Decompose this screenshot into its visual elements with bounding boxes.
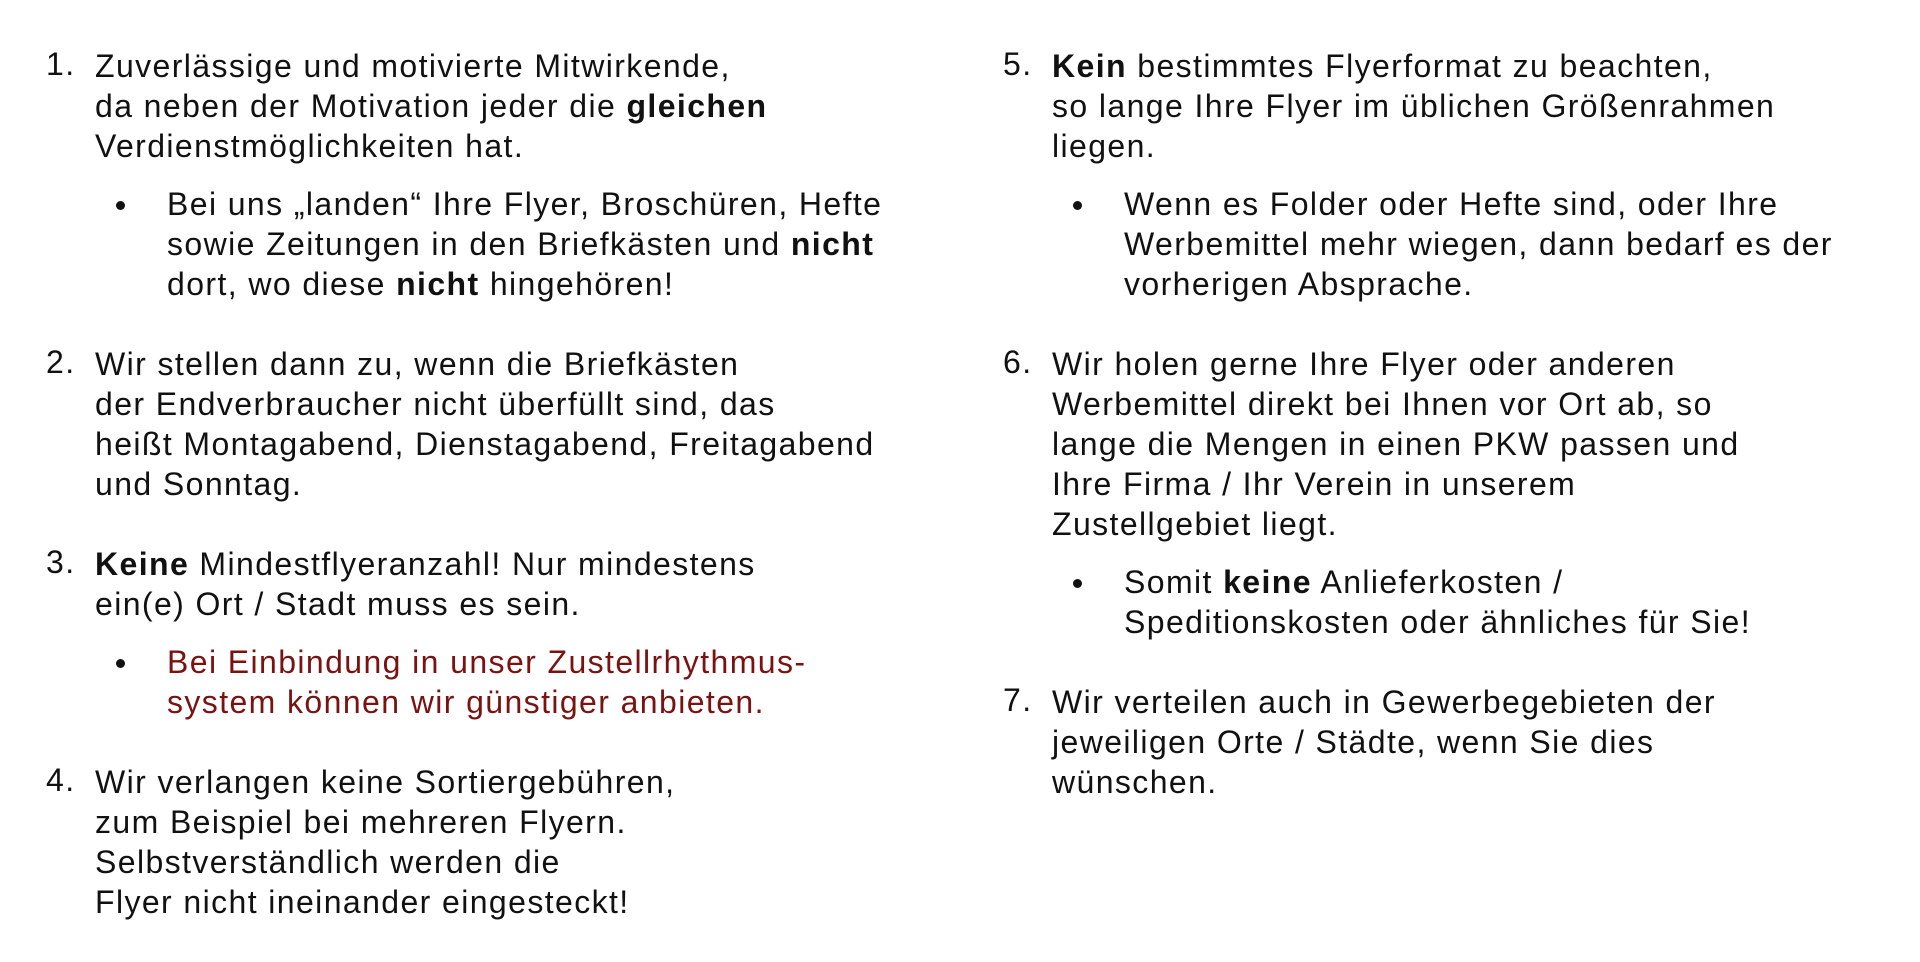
text-line: [1052, 762, 1903, 802]
text-line: [1052, 86, 1903, 126]
text-line: [95, 344, 946, 384]
text-line: [95, 882, 946, 922]
list-item-7: [1003, 682, 1903, 802]
text-line: [95, 762, 946, 802]
item-number: 7.: [1003, 682, 1033, 718]
text-segment: wünschen.: [1052, 764, 1218, 800]
text-line: [167, 682, 946, 722]
text-segment: Somit: [1124, 564, 1224, 600]
bullet-dot-icon: [1073, 201, 1082, 210]
text-segment: Wenn es Folder oder Hefte sind, oder Ihre: [1124, 186, 1779, 222]
emphasis-text: Keine: [95, 546, 190, 582]
text-line: [1124, 184, 1903, 224]
list-item-2: [46, 344, 946, 504]
item-number: 2.: [46, 344, 76, 380]
text-segment: system können wir günstiger anbieten.: [167, 684, 765, 720]
emphasis-text: nicht: [396, 266, 480, 302]
text-line: [95, 384, 946, 424]
text-line: [95, 86, 946, 126]
text-line: [95, 424, 946, 464]
text-segment: Zuverlässige und motivierte Mitwirkende,: [95, 48, 731, 84]
item-number: 3.: [46, 544, 76, 580]
text-segment: Wir stellen dann zu, wenn die Briefkästen: [95, 346, 740, 382]
sub-bullet: [1052, 184, 1903, 304]
sub-bullet: [1052, 562, 1903, 642]
text-line: [167, 264, 946, 304]
text-segment: Wir verteilen auch in Gewerbegebieten der: [1052, 684, 1716, 720]
sub-bullet: [95, 642, 946, 722]
list-item-5: [1003, 46, 1903, 304]
text-line: [1052, 682, 1903, 722]
text-line: [1052, 126, 1903, 166]
text-segment: Werbemittel mehr wiegen, dann bedarf es der: [1124, 226, 1833, 262]
text-segment: Zustellgebiet liegt.: [1052, 506, 1338, 542]
text-line: [95, 464, 946, 504]
bullet-dot-icon: [116, 659, 125, 668]
text-segment: Anlieferkosten /: [1311, 564, 1564, 600]
text-segment: Bei uns „landen“ Ihre Flyer, Broschüren, Hefte: [167, 186, 883, 222]
item-text: [1052, 46, 1903, 166]
item-number: 6.: [1003, 344, 1033, 380]
text-segment: Flyer nicht ineinander eingesteckt!: [95, 884, 630, 920]
bullet-dot-icon: [116, 201, 125, 210]
text-segment: Speditionskosten oder ähnliches für Sie!: [1124, 604, 1752, 640]
text-line: [1052, 384, 1903, 424]
text-line: [1052, 424, 1903, 464]
text-line: [1052, 46, 1903, 86]
text-segment: dort, wo diese: [167, 266, 397, 302]
text-segment: Bei Einbindung in unser Zustellrhythmus-: [167, 644, 807, 680]
text-line: [95, 842, 946, 882]
text-segment: ein(e) Ort / Stadt muss es sein.: [95, 586, 581, 622]
emphasis-text: keine: [1223, 564, 1312, 600]
text-segment: so lange Ihre Flyer im üblichen Größenrahmen: [1052, 88, 1776, 124]
text-segment: bestimmtes Flyerformat zu beachten,: [1126, 48, 1713, 84]
text-line: [95, 126, 946, 166]
text-segment: Wir holen gerne Ihre Flyer oder anderen: [1052, 346, 1676, 382]
list-item-1: [46, 46, 946, 304]
text-segment: Ihre Firma / Ihr Verein in unserem: [1052, 466, 1577, 502]
item-text: [95, 544, 946, 624]
text-segment: heißt Montagabend, Dienstagabend, Freitagabend: [95, 426, 875, 462]
item-number: 4.: [46, 762, 76, 798]
list-item-4: [46, 762, 946, 922]
text-line: [95, 46, 946, 86]
item-text: [95, 344, 946, 504]
text-segment: jeweiligen Orte / Städte, wenn Sie dies: [1052, 724, 1655, 760]
text-line: [1052, 504, 1903, 544]
left-column: [46, 46, 946, 962]
item-text: [95, 762, 946, 922]
text-segment: Selbstverständlich werden die: [95, 844, 561, 880]
text-line: [1052, 722, 1903, 762]
bullet-dot-icon: [1073, 579, 1082, 588]
right-column: [1003, 46, 1903, 842]
text-line: [95, 584, 946, 624]
item-number: 5.: [1003, 46, 1033, 82]
item-text: [1052, 682, 1903, 802]
text-segment: und Sonntag.: [95, 466, 303, 502]
list-item-6: [1003, 344, 1903, 642]
item-text: [95, 46, 946, 166]
text-line: [95, 544, 946, 584]
text-segment: da neben der Motivation jeder die: [95, 88, 627, 124]
text-segment: hingehören!: [479, 266, 675, 302]
text-segment: liegen.: [1052, 128, 1157, 164]
text-line: [167, 642, 946, 682]
text-segment: vorherigen Absprache.: [1124, 266, 1474, 302]
text-segment: zum Beispiel bei mehreren Flyern.: [95, 804, 627, 840]
text-segment: lange die Mengen in einen PKW passen und: [1052, 426, 1740, 462]
item-text: [1052, 344, 1903, 544]
emphasis-text: gleichen: [626, 88, 768, 124]
item-number: 1.: [46, 46, 76, 82]
text-line: [1052, 464, 1903, 504]
text-line: [1124, 602, 1903, 642]
text-line: [95, 802, 946, 842]
text-line: [1124, 264, 1903, 304]
sub-bullet: [95, 184, 946, 304]
text-line: [1124, 562, 1903, 602]
emphasis-text: Kein: [1052, 48, 1127, 84]
text-line: [167, 184, 946, 224]
text-segment: sowie Zeitungen in den Briefkästen und: [167, 226, 791, 262]
text-line: [1124, 224, 1903, 264]
text-segment: der Endverbraucher nicht überfüllt sind, das: [95, 386, 776, 422]
text-segment: Wir verlangen keine Sortiergebühren,: [95, 764, 676, 800]
text-segment: Verdienstmöglichkeiten hat.: [95, 128, 525, 164]
emphasis-text: nicht: [790, 226, 875, 262]
text-line: [167, 224, 946, 264]
text-segment: Werbemittel direkt bei Ihnen vor Ort ab, so: [1052, 386, 1713, 422]
text-line: [1052, 344, 1903, 384]
list-item-3: [46, 544, 946, 722]
text-segment: Mindestflyeranzahl! Nur mindestens: [189, 546, 756, 582]
